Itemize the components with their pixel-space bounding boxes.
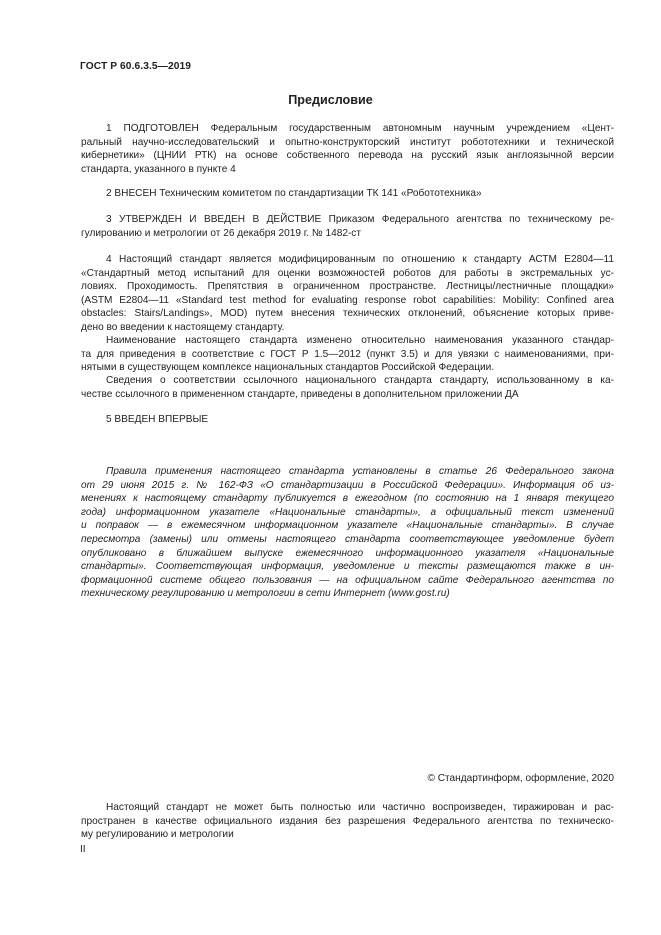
text-line: кибернетики» (ЦНИИ РТК) на основе собственного перевода на русский язык англоязычной версии [81, 150, 614, 162]
text-line: 2 ВНЕСЕН Техническим комитетом по стандартизации ТК 141 «Робототехника» [106, 188, 482, 199]
reproduction-notice [81, 801, 614, 842]
paragraph-modified-standard [81, 253, 614, 335]
paragraph-prepared-by [81, 122, 614, 176]
paragraph-name-change [81, 334, 614, 375]
text-line: «Стандартный метод испытаний для оценки возможностей роботов для работы в экстремальных ус- [81, 267, 614, 279]
text-line: му регулированию и метрологии [81, 829, 234, 841]
application-rules-notice [81, 465, 614, 601]
text-line: формационной системе общего пользования — на официальном сайте Федерального агентства по [81, 574, 614, 586]
text-line: (ASTM E2804—11 «Standard test method for evaluating response robot capabilities: Mobility: Confined area [81, 294, 614, 306]
text-line: нятыми в существующем комплексе национальных стандартов Российской Федерации. [81, 362, 495, 374]
text-line: техническому регулированию и метрологии в сети Интернет (www.gost.ru) [81, 588, 450, 600]
text-line: Сведения о соответствии ссылочного национального стандарта стандарту, использованному в ка- [106, 375, 614, 386]
text-line: Наименование настоящего стандарта изменено относительно наименования указанного стандар- [106, 335, 614, 346]
text-line: 5 ВВЕДЕН ВПЕРВЫЕ [106, 414, 209, 425]
text-line: 3 УТВЕРЖДЕН И ВВЕДЕН В ДЕЙСТВИЕ Приказом Федерального агентства по техническому ре- [106, 214, 614, 225]
text-line: Настоящий стандарт не может быть полностью или частично воспроизведен, тиражирован и рас- [106, 802, 614, 813]
copyright-line: © Стандартинформ, оформление, 2020 [427, 773, 614, 784]
paragraph-introduced-by [81, 187, 614, 201]
text-line: стандарты». Соответствующая информация, уведомление и тексты размещаются также в ин- [81, 561, 614, 573]
page-number: II [80, 844, 86, 855]
text-line: та для приведения в соответствие с ГОСТ Р 1.5—2012 (пункт 3.5) и для увязки с наименованиями, при- [81, 348, 614, 360]
text-line: пространен в качестве официального издания без разрешения Федерального агентства по техническо- [81, 815, 614, 827]
text-line: стандарта, указанного в пункте 4 [81, 163, 236, 175]
standard-code: ГОСТ Р 60.6.3.5—2019 [80, 61, 192, 72]
text-line: и поправок — в ежемесячном информационном указателе «Национальные стандарты». В случае [81, 520, 614, 532]
paragraph-approved [81, 213, 614, 240]
page-title: Предисловие [288, 93, 373, 107]
text-line: гулированию и метрологии от 26 декабря 2019 г. № 1482-ст [81, 227, 361, 239]
text-line: опубликовано в ближайшем выпуске ежемесячного информационного указателя «Национальные [81, 547, 614, 559]
text-line: менениях к настоящему стандарту публикуется в ежегодном (по состоянию на 1 января текущего [81, 493, 614, 505]
text-line: от 29 июня 2015 г. № 162-ФЗ «О стандартизации в Российской Федерации». Информация об из- [81, 479, 614, 491]
text-line: ральный научно-исследовательский и опытно-конструкторский институт робототехники и технической [81, 136, 614, 148]
text-line: ловиях. Проходимость. Препятствия в ограниченном пространстве. Лестницы/лестничные площадки» [81, 281, 614, 293]
text-line: Правила применения настоящего стандарта установлены в статье 26 Федерального закона [106, 466, 614, 477]
text-line: 1 ПОДГОТОВЛЕН Федеральным государственным автономным научным учреждением «Цент- [106, 123, 614, 134]
paragraph-first-introduced [81, 413, 614, 427]
text-line: года) информационном указателе «Национальные стандарты», а официальный текст изменений [81, 506, 614, 518]
text-line: честве ссылочного в примененном стандарте, приведены в дополнительном приложении ДА [81, 388, 519, 400]
text-line: obstacles: Stairs/Landings», MOD) путем внесения технических отклонений, объяснение которых приве- [81, 308, 614, 320]
text-line: 4 Настоящий стандарт является модифицированным по отношению к стандарту АСТМ Е2804—11 [106, 254, 614, 265]
text-line: пересмотра (замены) или отмены настоящего стандарта соответствующее уведомление будет [81, 533, 614, 545]
paragraph-reference-info [81, 374, 614, 401]
text-line: дено во введении к настоящему стандарту. [81, 321, 285, 333]
